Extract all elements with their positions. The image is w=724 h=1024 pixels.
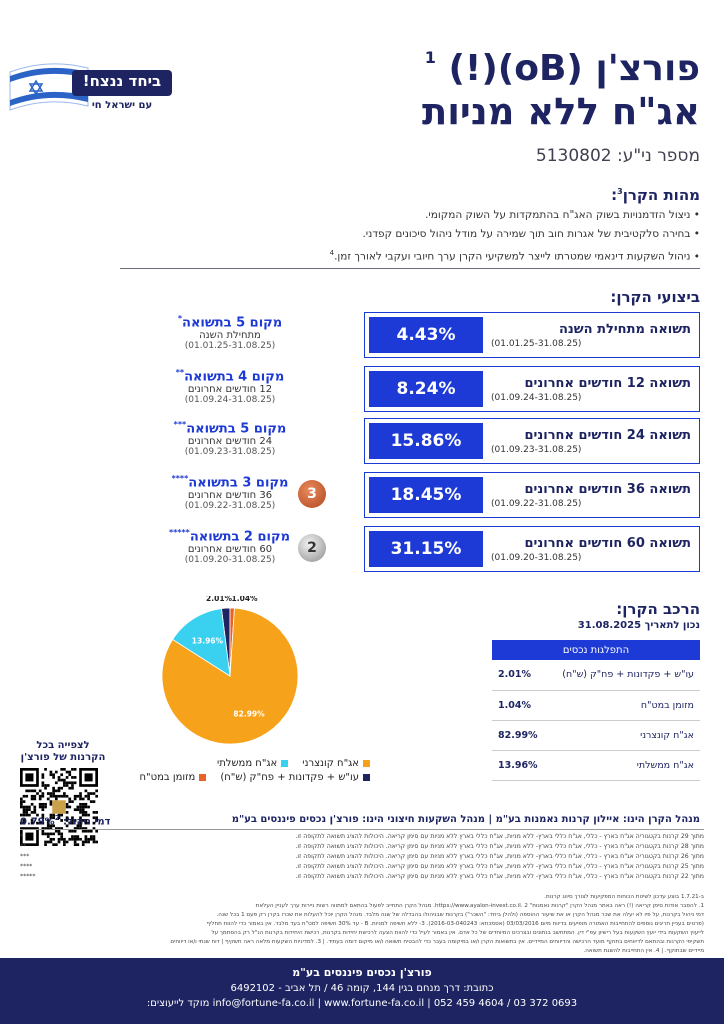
chart-legend xyxy=(110,758,370,786)
legend-label: אג"ח ממשלתי xyxy=(216,758,278,769)
logo-badge xyxy=(8,58,174,122)
legend-label: עו"ש + פקדונות + פח"ק (ש"ח) xyxy=(220,772,359,783)
essence-footnote-mark: 3 xyxy=(617,187,623,196)
table-cell-value: 13.96% xyxy=(492,750,544,780)
performance-name: תשואה 24 חודשים אחרונים xyxy=(524,427,691,443)
essence-item: • ניצול הזדמנויות בשוק האג"ח בהתמקדות על השוק המקומי. xyxy=(280,206,700,225)
footer-address: כתובת: דרך מנחם בגין 144, קומה 46 / תל אביב - 6492102 xyxy=(230,983,494,994)
composition-date: נכון לתאריך 31.08.2025 xyxy=(577,620,700,631)
performance-value: 31.15% xyxy=(369,531,483,567)
performance-row xyxy=(364,366,700,412)
legal-line: 1. להסבר אודות סימן קריאה (!) ראה באתר מנהל הקרן "קרנות נאמנות" https://www.ayalon-invest.co.il. 2. מנהל הקרן התחייב לפעול בהתאם למתווה רשות ניירות ערך לעניין העלאת xyxy=(255,903,704,909)
fee-footnote-mark: 2 xyxy=(54,814,60,822)
essence-list xyxy=(280,206,700,267)
legend-swatch xyxy=(281,760,288,767)
footnote-divider xyxy=(20,829,704,830)
rank-subtitle: 24 חודשים אחרונים xyxy=(187,436,273,448)
management-fee: דמי ניהול: 0.79%$^2$ xyxy=(20,814,111,828)
rank-range: (01.09.20-31.08.25) xyxy=(184,555,276,566)
table-cell-value: 82.99% xyxy=(492,720,544,750)
footer xyxy=(0,958,724,1024)
rank-range: (01.09.22-31.08.25) xyxy=(184,501,276,512)
footnote-text: מתוך 25 קרנות בקטגוריה אג"ח בארץ - כללי, אג"ח כללי בארץ- ללא מניות, אג"ח כללי בארץ ללא מניות עם סימן קריאה. היכולות להציג תשואה לתקופה זו. xyxy=(295,863,704,870)
legend-label: אג"ח קונצרני xyxy=(302,758,359,769)
table-row xyxy=(492,660,700,690)
performance-range: (01.09.23-31.08.25) xyxy=(491,444,582,455)
rank-footnote-mark: ** xyxy=(175,368,185,377)
table-cell-label: מזומן במט"ח xyxy=(544,690,700,720)
legal-disclaimer xyxy=(20,893,704,956)
footnote-text: מתוך 22 קרנות בקטגוריה אג"ח בארץ - כללי, אג"ח כללי בארץ- ללא מניות, אג"ח כללי בארץ ללא מניות עם סימן קריאה. היכולות להציג תשואה לתקופה זו. xyxy=(295,873,704,880)
rank-footnote-mark: * xyxy=(177,314,183,323)
legend-swatch xyxy=(363,774,370,781)
rank-block xyxy=(170,420,290,457)
performance-label xyxy=(487,536,699,563)
performance-label xyxy=(487,428,699,455)
footnote-row xyxy=(20,832,704,842)
legend-item xyxy=(220,772,370,783)
footnote-row xyxy=(20,872,704,882)
performance-label xyxy=(487,482,699,509)
performance-row xyxy=(364,418,700,464)
rank-block xyxy=(170,368,290,405)
performance-row xyxy=(364,526,700,572)
rank-footnote-mark: ***** xyxy=(168,528,190,537)
rank-title: מקום 5 בתשואה*** xyxy=(173,420,287,437)
title-footnote-mark: 1 xyxy=(424,48,436,67)
footnote-text: מתוך 28 קרנות בקטגוריה אג"ח בארץ - כללי, אג"ח כללי בארץ- ללא מניות, אג"ח כללי בארץ ללא מניות עם סימן קריאה. היכולות להציג תשואה לתקופה זו. xyxy=(295,843,704,850)
performance-name: תשואה מתחילת השנה xyxy=(558,321,691,337)
badge-subtext: עם ישראל חי xyxy=(91,100,153,111)
legal-line: תשקיפי הקרנות ובהתאם לדיווחים בתוקף מועד הרכישה והדיווחים המיידיים. אין בתשואות הקרן ו/או במיקומה בעבר כדי להבטיח תשואה ו/או מיקום דומה בעתיד. | 3. למדיניות השקעות מלאה ראה תשקיף | דוח שנתי ו/או דיווחים xyxy=(170,939,704,945)
table-cell-label: אג"ח קונצרני xyxy=(544,720,700,750)
footnotes xyxy=(20,832,704,882)
performance-label xyxy=(487,376,699,403)
essence-item: • ניהול השקעות דינאמי שמטרתו לייצר למשקיעי הקרן ערך חיובי ועקבי לאורך זמן.$^4$ xyxy=(280,244,700,267)
pie-slice-label: 13.96% xyxy=(191,636,224,646)
legal-line: מיידיים שבתוקף. | 4. אין התחייבות להשגת תשואה. xyxy=(583,948,704,954)
footnote-mark: ** xyxy=(20,843,27,850)
rank-block xyxy=(170,314,290,351)
rank-subtitle: 60 חודשים אחרונים xyxy=(187,544,273,556)
bronze-medal-icon: 3 xyxy=(298,480,326,508)
footnote-row xyxy=(20,852,704,862)
section-divider xyxy=(120,268,700,269)
pie-slice-label: 2.01% xyxy=(206,596,233,604)
table-header: התפלגות נכסים xyxy=(492,640,700,660)
rank-range: (01.09.23-31.08.25) xyxy=(184,447,276,458)
performance-name: תשואה 60 חודשים אחרונים xyxy=(524,535,691,551)
performance-value: 15.86% xyxy=(369,423,483,459)
rank-range: (01.01.25-31.08.25) xyxy=(184,341,276,352)
footnote-text: מתוך 26 קרנות בקטגוריה אג"ח בארץ - כללי, אג"ח כללי בארץ- ללא מניות, אג"ח כללי בארץ ללא מניות עם סימן קריאה. היכולות להציג תשואה לתקופה זו. xyxy=(295,853,704,860)
performance-range: (01.09.20-31.08.25) xyxy=(491,552,582,563)
footnote-mark: ***** xyxy=(20,873,36,880)
legal-line: לייעוץ השקעות בידי יועץ השקעות בעל רישיון עפ"י דין. המתחשב בנתונים ובצרכים המיוחדים של כל אדם. אין באמור לעיל כדי להוות הצעה לרכישת יחידות בקרנות, רכישת היחידות בקרנות הנ"ל רק בהסתמך על xyxy=(211,930,704,936)
table-cell-label: עו"ש + פקדונות + פח"ק (ש"ח) xyxy=(544,660,700,690)
footnote-mark: *** xyxy=(20,853,30,860)
pie-slice-label: 82.99% xyxy=(233,709,265,719)
footnote-mark: **** xyxy=(20,863,33,870)
composition-heading: הרכב הקרן: xyxy=(616,600,700,618)
page-title-line1 xyxy=(425,48,700,89)
qr-caption: לצפייה בכל הקרנות של פורצ'ן xyxy=(20,740,106,763)
rank-block xyxy=(170,528,290,565)
table-row xyxy=(492,720,700,750)
table-cell-label: אג"ח ממשלתי xyxy=(544,750,700,780)
footnote-mark: * xyxy=(20,833,24,840)
performance-name: תשואה 36 חודשים אחרונים xyxy=(524,481,691,497)
rank-footnote-mark: *** xyxy=(173,420,187,429)
legend-item xyxy=(302,758,370,769)
performance-row xyxy=(364,312,700,358)
legal-line: ב-1.7.21 בוצע עדכון לשיטת הכוחות המפקיעות לצורך סיווג קרנות. xyxy=(544,894,704,900)
footer-contact[interactable]: info@fortune-fa.co.il | www.fortune-fa.co.il | 052 459 4604 / 03 372 0693 מוקד לייעוצים: xyxy=(146,998,578,1009)
performance-label xyxy=(487,322,699,349)
legend-swatch xyxy=(199,774,206,781)
title-text: פורצ'ן (oB)(!) xyxy=(448,48,700,89)
essence-item-footnote-mark: 4 xyxy=(329,249,335,257)
rank-block xyxy=(170,474,290,511)
rank-title: מקום 4 בתשואה** xyxy=(175,368,285,385)
israel-flag-icon xyxy=(8,58,174,122)
fund-number: מספר ני"ע: 5130802 xyxy=(535,146,700,166)
rank-title: מקום 5 בתשואה* xyxy=(177,314,283,331)
performance-name: תשואה 12 חודשים אחרונים xyxy=(524,375,691,391)
rank-footnote-mark: **** xyxy=(171,474,189,483)
management-info: מנהל הקרן הינו: איילון קרנות נאמנות בע"מ | מנהל השקעות חיצוני הינו: פורצ'ן נכסים פיננסים בע"מ xyxy=(231,814,700,825)
legend-label: מזומן במט"ח xyxy=(139,772,196,783)
table-cell-value: 1.04% xyxy=(492,690,544,720)
essence-item: • בחירה סלקטיבית של אגרות חוב תוך שמירה על מודל ניהול סיכונים קפדני. xyxy=(280,225,700,244)
silver-medal-icon: 2 xyxy=(298,534,326,562)
footnote-row xyxy=(20,862,704,872)
rank-subtitle: 12 חודשים אחרונים xyxy=(187,384,273,396)
rank-range: (01.09.24-31.08.25) xyxy=(184,395,276,406)
page-title-line2: אג"ח ללא מניות xyxy=(421,90,700,133)
legal-line: דמי ניהול בקרנות, על פיו לא יעלה את שכר מנהל הקרן או את שיעור ההוספה (ולהלן ביחד: "השכר") בקרנות שבניהולו בהבדלה של שנה מלבד. מנהל הקרן יוכל להעלות את שכרו בקרן רק פעם 1 בכל שנה. xyxy=(216,912,704,918)
footer-company: פורצ'ן נכסים פיננסים בע"מ xyxy=(292,966,432,979)
rank-subtitle: מתחילת השנה xyxy=(199,330,261,342)
performance-value: 8.24% xyxy=(369,371,483,407)
rank-title: מקום 2 בתשואה***** xyxy=(168,528,290,545)
performance-value: 4.43% xyxy=(369,317,483,353)
legend-item xyxy=(139,772,206,783)
rank-subtitle: 36 חודשים אחרונים xyxy=(187,490,273,502)
performance-range: (01.09.24-31.08.25) xyxy=(491,392,582,403)
footnote-text: מתוך 29 קרנות בקטגוריה אג"ח בארץ - כללי, אג"ח כללי בארץ- ללא מניות, אג"ח כללי בארץ ללא מניות עם סימן קריאה. היכולות להציג תשואה לתקופה זו. xyxy=(295,833,704,840)
badge-text: ביחד ננצח! xyxy=(82,72,162,90)
performance-row xyxy=(364,472,700,518)
performance-range: (01.01.25-31.08.25) xyxy=(491,338,582,349)
table-row xyxy=(492,750,700,780)
legal-line: (פרטים בעניין חריגים נוספים להתחייבות האמורה מופיעים בדיווח מיום 03/03/2016 (אסמכתא: 2016-03-040243). 3- ללא חשיפה למניות. B - עד 30% חשיפה למט"ח בעד מלבד. אין באמור כדי להוות תחליף xyxy=(206,921,704,927)
legend-swatch xyxy=(363,760,370,767)
pie-slice-label: 1.04% xyxy=(231,596,258,604)
performance-heading: ביצועי הקרן: xyxy=(610,288,700,306)
footnote-row xyxy=(20,842,704,852)
essence-heading: מהות הקרן$^3$: xyxy=(611,186,700,204)
performance-range: (01.09.22-31.08.25) xyxy=(491,498,582,509)
rank-title: מקום 3 בתשואה**** xyxy=(171,474,289,491)
performance-value: 18.45% xyxy=(369,477,483,513)
legend-item xyxy=(217,758,288,769)
table-cell-value: 2.01% xyxy=(492,660,544,690)
composition-table xyxy=(492,640,700,781)
pie-chart xyxy=(150,596,310,756)
table-row xyxy=(492,690,700,720)
